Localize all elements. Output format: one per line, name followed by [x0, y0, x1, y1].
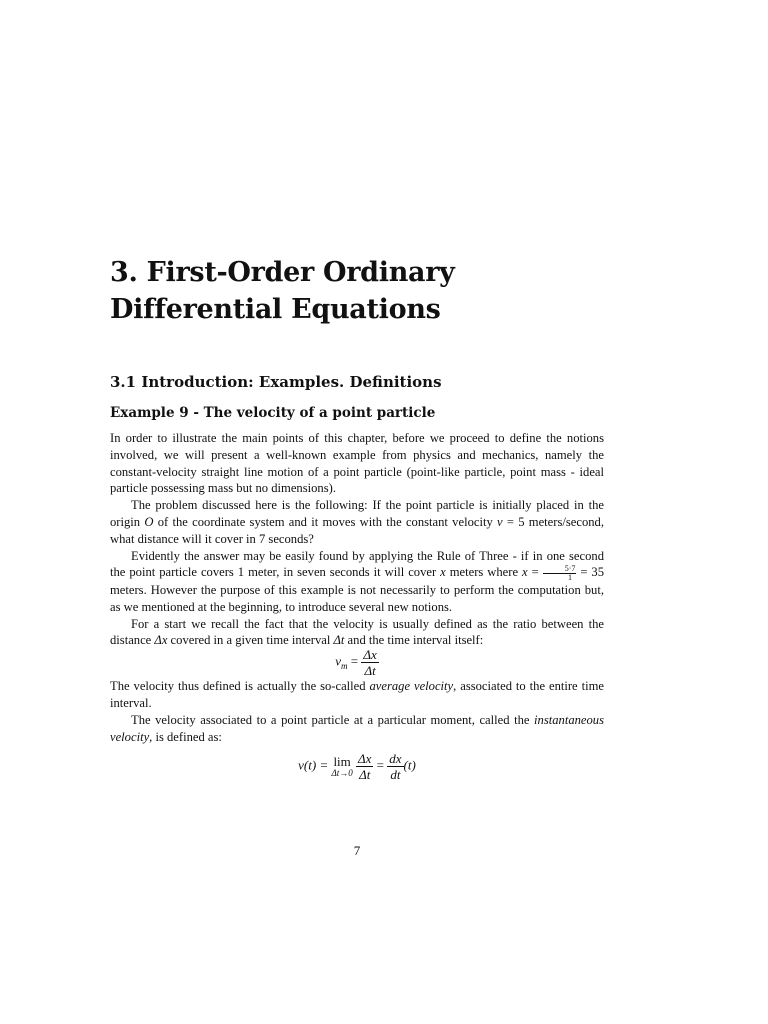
- inline-fraction: [543, 565, 577, 582]
- text-run: The velocity associated to a point particle at a particular moment, called the: [131, 712, 535, 727]
- text-run: The velocity thus defined is actually the so-called: [110, 679, 370, 694]
- math-symbol: x: [522, 565, 528, 580]
- math-symbol: O: [144, 514, 154, 529]
- emphasis: instantaneous velocity: [110, 712, 604, 744]
- paragraph-2: [110, 497, 604, 547]
- fraction-numerator: Δx: [363, 647, 377, 663]
- limit-label: lim: [333, 754, 351, 770]
- equation-equals: =: [373, 757, 388, 773]
- equation-subscript: m: [341, 661, 348, 672]
- paragraph-4: [110, 616, 604, 650]
- emphasis: average velocity: [369, 679, 454, 694]
- text-run: = 35 meters. However the purpose of this example is not necessarily to perform the computation but, as we mentioned at the beginning, to introduce several new notions.: [110, 565, 605, 614]
- fraction: [361, 647, 378, 678]
- text-run: Evidently the answer may be easily found by applying the Rule of Three - if in one second the point particle covers 1 meter, in seven seconds it will cover: [110, 548, 604, 580]
- text-run: meters where: [445, 565, 523, 580]
- math-symbol: v: [497, 514, 503, 529]
- text-run: , is defined as:: [149, 729, 222, 744]
- equation-instantaneous-velocity: [110, 751, 604, 782]
- paragraph-6: [110, 712, 604, 746]
- math-symbol: x: [440, 565, 446, 580]
- equation-average-velocity: [110, 647, 604, 678]
- fraction-denominator: dt: [390, 767, 401, 783]
- chapter-title-line-1: 3. First-Order Ordinary: [110, 257, 455, 288]
- equation-lhs: v(t) =: [298, 757, 332, 773]
- text-run: =: [527, 565, 543, 580]
- equation-equals: =: [347, 653, 362, 669]
- limit-subscript: Δt→0: [331, 768, 353, 779]
- equation-tail: (t): [403, 757, 416, 773]
- text-run: For a start we recall the fact that the velocity is usually defined as the ratio between the distance: [110, 616, 604, 648]
- text-run: The problem discussed here is the following: If the point particle is initially placed in the origin: [110, 498, 604, 529]
- body-text: [110, 430, 604, 782]
- text-run: = 5 meters/second, what distance will it cover in 7 seconds?: [110, 514, 604, 546]
- equation-lhs: v: [335, 653, 342, 669]
- fraction-denominator: Δt: [364, 663, 376, 679]
- text-run: , associated to the entire time interval.: [110, 679, 604, 710]
- paragraph-3: [110, 548, 604, 616]
- text-run: covered in a given time interval: [167, 633, 334, 648]
- fraction-numerator: dx: [389, 751, 402, 767]
- fraction-denominator: 1: [568, 572, 573, 582]
- fraction-denominator: Δt: [359, 767, 371, 783]
- fraction-numerator: 5·7: [543, 565, 577, 574]
- fraction: [356, 751, 373, 782]
- chapter-title-line-2: Differential Equations: [110, 294, 441, 325]
- math-symbol: Δt: [333, 633, 345, 648]
- paragraph-5: [110, 678, 604, 712]
- page-number: 7: [353, 843, 361, 858]
- example-title: Example 9 - The velocity of a point particle: [110, 405, 436, 421]
- document-page: [110, 0, 604, 1024]
- fraction: [387, 751, 403, 782]
- section-title: 3.1 Introduction: Examples. Definitions: [110, 373, 442, 391]
- limit-operator: [331, 755, 352, 778]
- text-run: of the coordinate system and it moves with the constant velocity: [153, 514, 498, 529]
- math-symbol: Δx: [154, 633, 168, 648]
- fraction-numerator: Δx: [358, 751, 372, 767]
- text-run: and the time interval itself:: [344, 633, 484, 648]
- chapter-title: [110, 254, 604, 328]
- paragraph-1: In order to illustrate the main points of this chapter, before we proceed to define the notions involved, we will present a well-known example from physics and mechanics, namely the constant-velocity straight line motion of a point particle (point-like particle, point mass - ideal particle possessing mass but no dimensions).: [110, 431, 604, 496]
